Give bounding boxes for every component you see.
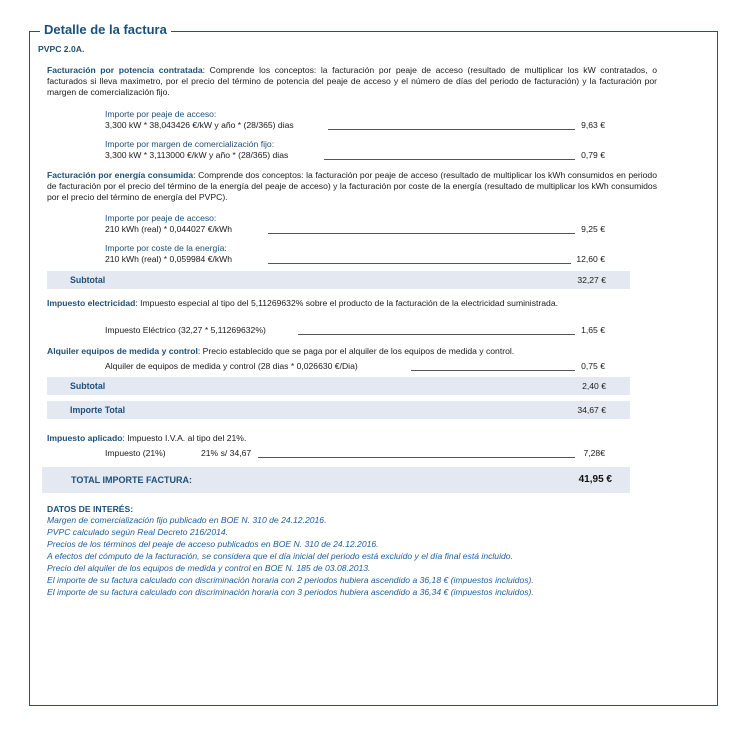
potencia-margen-label: Importe por margen de comercialización fijo: [105,139,275,149]
datos-interes-line: A efectos del cómputo de la facturación, se considera que el día inicial del periodo está excluido y el día final está incluido. [47,551,513,561]
leader-line [268,233,575,234]
leader-line [258,457,575,458]
alquiler-heading: Alquiler equipos de medida y control [47,346,198,356]
subtotal-label: Subtotal [70,381,106,391]
potencia-paragraph [47,65,657,98]
iva-heading: Impuesto aplicado [47,433,123,443]
iva-paragraph [47,433,657,444]
importe-total-label: Importe Total [70,405,126,415]
potencia-margen-amount: 0,79 € [581,150,605,160]
iva-calc-base: 21% s/ 34,67 [201,448,252,458]
energia-coste-label: Importe por coste de la energía: [105,243,227,253]
impuesto-electrico-amount: 1,65 € [581,325,605,335]
datos-interes-line: El importe de su factura calculado con discriminación horaria con 2 periodos hubiera ascendido a 36,18 € (impuestos incluidos). [47,575,534,585]
datos-interes-line: Margen de comercialización fijo publicado en BOE N. 310 de 24.12.2016. [47,515,327,525]
datos-interes-line: PVPC calculado según Real Decreto 216/2014. [47,527,229,537]
importe-total-bar [47,401,630,419]
energia-paragraph [47,170,657,203]
iva-description: : Impuesto I.V.A. al tipo del 21%. [122,433,247,443]
energia-description: : Comprende dos conceptos: la facturación por peaje de acceso (resultado de multiplicar los kWh consumidos en periodo de facturación por el precio del término de la energía del peaje de acceso) y la facturación por coste de la energía (resultado de multiplicar los kWh consumidos por el precio del término de energía del PVPC). [47,170,657,202]
energia-peaje-amount: 9,25 € [581,224,605,234]
potencia-peaje-amount: 9,63 € [581,120,605,130]
energia-coste-calc: 210 kWh (real) * 0,059984 €/kWh [105,254,233,264]
total-factura-value: 41,95 € [578,474,612,485]
subtotal-equipment-bar [47,377,630,395]
impuesto-electricidad-paragraph [47,298,657,309]
subtotal-value: 32,27 € [577,275,606,285]
impuesto-electricidad-heading: Impuesto electricidad [47,298,136,308]
potencia-peaje-calc: 3,300 kW * 38,043426 €/kW y año * (28/365) dias [105,120,294,130]
alquiler-description: : Precio establecido que se paga por el alquiler de los equipos de medida y control. [197,346,515,356]
datos-interes-line: El importe de su factura calculado con discriminación horaria con 3 periodos hubiera ascendido a 36,34 € (impuestos incluidos). [47,587,534,597]
datos-interes-line: Precio del alquiler de los equipos de medida y control en BOE N. 185 de 03.08.2013. [47,563,371,573]
energia-heading: Facturación por energía consumida [47,170,194,180]
alquiler-calc: Alquiler de equipos de medida y control (28 dias * 0,026630 €/Dia) [105,361,358,371]
potencia-heading: Facturación por potencia contratada [47,65,203,75]
datos-interes-line: Precios de los términos del peaje de acceso publicados en BOE N. 310 de 24.12.2016. [47,539,379,549]
energia-peaje-label: Importe por peaje de acceso: [105,213,217,223]
energia-peaje-calc: 210 kWh (real) * 0,044027 €/kWh [105,224,233,234]
alquiler-paragraph [47,346,657,357]
potencia-description: : Comprende los conceptos: la facturación por peaje de acceso (resultado de multiplicar los kW contratados, o facturados si lleva maximetro, por el precio del término de potencia del peaje de acceso y el número de días del periodo de facturación) y la facturación por margen de comercialización fijo. [47,65,657,97]
subtotal-value: 2,40 € [582,381,606,391]
impuesto-electrico-calc: Impuesto Eléctrico (32,27 * 5,11269632%) [105,325,266,335]
energia-coste-amount: 12,60 € [576,254,605,264]
alquiler-amount: 0,75 € [581,361,605,371]
subtotal-energy-bar [47,271,630,289]
iva-calc-name: Impuesto (21%) [105,448,166,458]
leader-line [328,129,575,130]
subtotal-label: Subtotal [70,275,106,285]
importe-total-value: 34,67 € [577,405,606,415]
iva-amount: 7,28€ [583,448,605,458]
leader-line [268,263,571,264]
leader-line [324,159,575,160]
tariff-label: PVPC 2.0A. [38,44,85,54]
impuesto-electricidad-description: : Impuesto especial al tipo del 5,11269632% sobre el producto de la facturación de la electricidad suministrada. [135,298,558,308]
total-factura-label: TOTAL IMPORTE FACTURA: [71,475,192,485]
total-importe-factura-bar [42,467,630,493]
potencia-margen-calc: 3,300 kW * 3,113000 €/kW y año * (28/365) dias [105,150,289,160]
datos-interes-heading: DATOS DE INTERÉS: [47,504,134,514]
section-title: Detalle de la factura [40,22,171,37]
leader-line [298,334,575,335]
potencia-peaje-label: Importe por peaje de acceso: [105,109,217,119]
